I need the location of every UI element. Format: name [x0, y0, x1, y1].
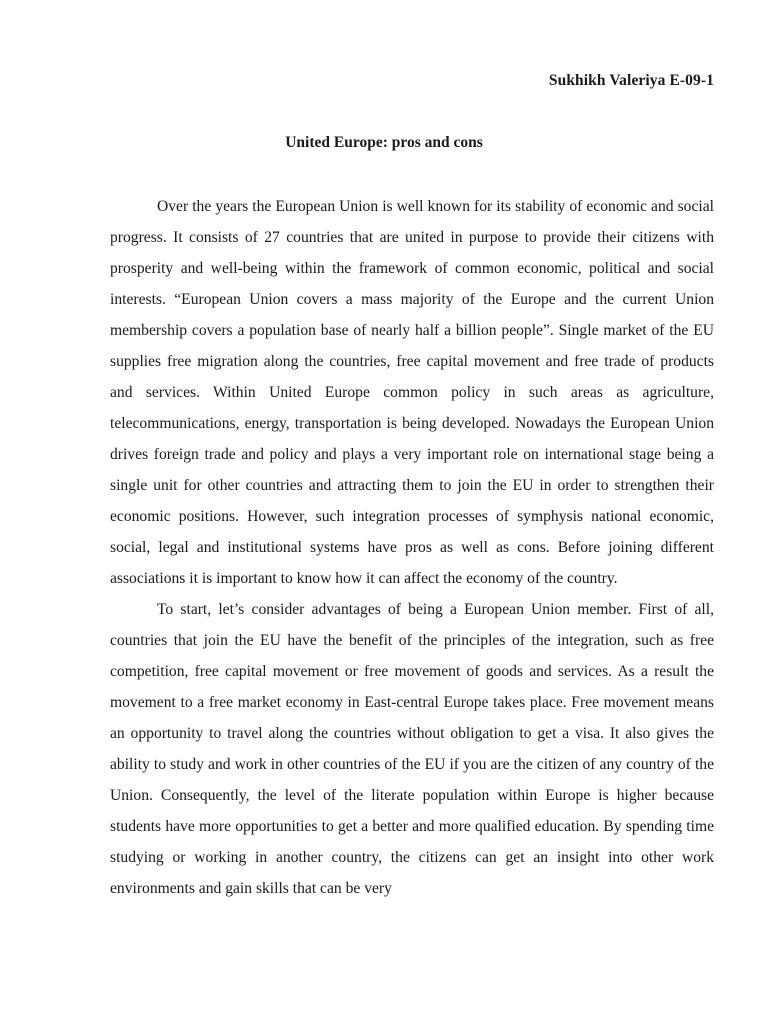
author-line: Sukhikh Valeriya E-09-1 [548, 72, 714, 89]
paragraph-intro: Over the years the European Union is well known for its stability of economic and social progress. It consists of 27 countries that are united in purpose to provide their citizens with prosperity and well-being within the framework of common economic, political and social interests. “European Union covers a mass majority of the Europe and the current Union membership covers a population base of nearly half a billion people”. Single market of the EU supplies free migration along the countries, free capital movement and free trade of products and services. Within United Europe common policy in such areas as agriculture, telecommunications, energy, transportation is being developed. Nowadays the European Union drives foreign trade and policy and plays a very important role on international stage being a single unit for other countries and attracting them to join the EU in order to strengthen their economic positions. However, such integration processes of symphysis national economic, social, legal and institutional systems have pros as well as cons. Before joining different associations it is important to know how it can affect the economy of the country. [110, 198, 714, 587]
document-body [110, 191, 714, 904]
paragraph-advantages: To start, let’s consider advantages of being a European Union member. First of all, countries that join the EU have the benefit of the principles of the integration, such as free competition, free capital movement or free movement of goods and services. As a result the movement to a free market economy in East-central Europe takes place. Free movement means an opportunity to travel along the countries without obligation to get a visa. It also gives the ability to study and work in other countries of the EU if you are the citizen of any country of the Union. Consequently, the level of the literate population within Europe is higher because students have more opportunities to get a better and more qualified education. By spending time studying or working in another country, the citizens can get an insight into other work environments and gain skills that can be very [110, 601, 714, 897]
page-title: United Europe: pros and cons [285, 134, 483, 151]
